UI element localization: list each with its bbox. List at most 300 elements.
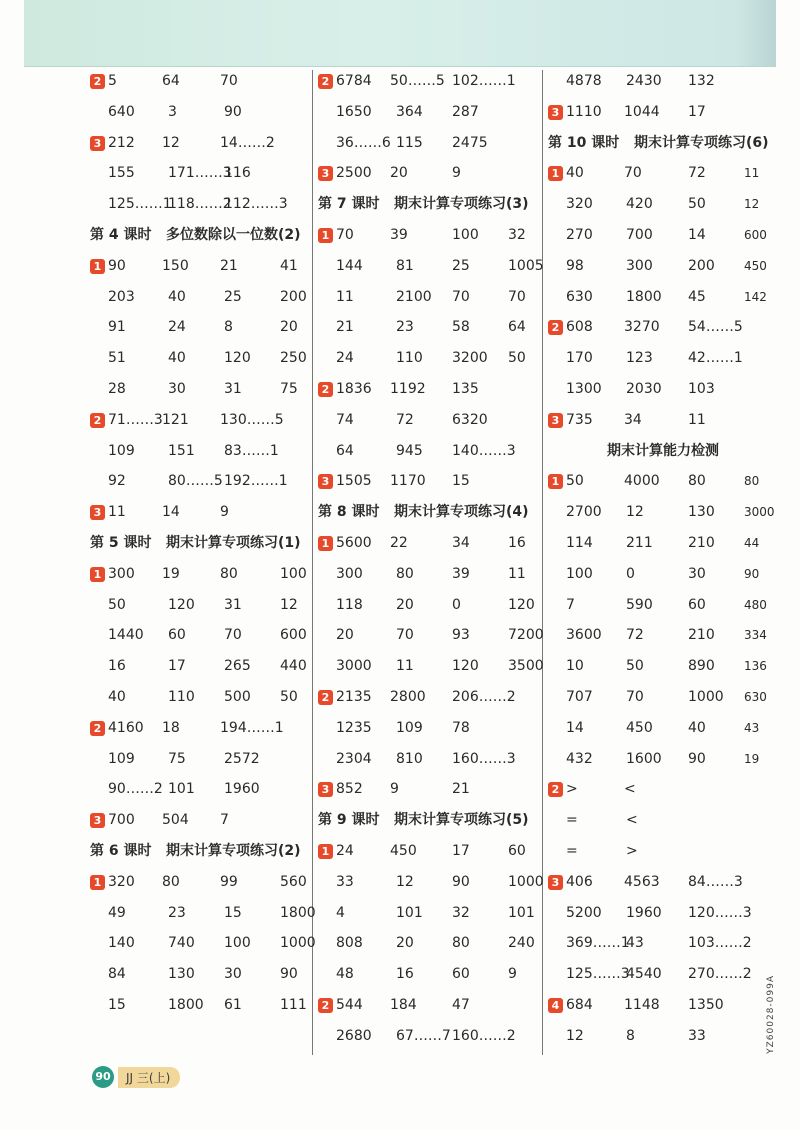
answer-value: 1836 <box>336 380 372 397</box>
answer-value: 300 <box>626 257 653 274</box>
answer-value: 608 <box>566 319 593 336</box>
answer-value: 70 <box>220 73 238 89</box>
answer-value: 200 <box>280 288 307 305</box>
question-number-badge: 1 <box>90 875 105 890</box>
answer-value: 135 <box>452 380 479 397</box>
answer-value: 102……1 <box>452 73 516 89</box>
answer-value: 5600 <box>336 534 372 551</box>
answer-value: 364 <box>396 103 423 120</box>
answer-value: 130 <box>688 504 715 521</box>
question-number-badge: 1 <box>318 536 333 551</box>
answer-value: 440 <box>280 658 307 675</box>
answer-value: 3 <box>168 103 177 120</box>
answer-row <box>90 898 320 929</box>
question-number-badge: 4 <box>548 998 563 1013</box>
answer-row <box>318 343 548 374</box>
answer-row <box>548 189 778 220</box>
answer-value: 7200 <box>508 627 544 644</box>
answer-value: 23 <box>396 319 414 336</box>
answer-value: 90 <box>688 750 706 767</box>
answer-value: 64 <box>508 319 526 336</box>
answer-value: 39 <box>390 226 408 243</box>
lesson-title: 期末计算专项练习(3) <box>394 196 529 213</box>
answer-value: 1000 <box>688 688 724 705</box>
answer-value: 12 <box>626 504 644 521</box>
answer-row <box>318 590 548 621</box>
answer-row <box>548 959 778 990</box>
answer-value: 11 <box>508 565 526 582</box>
answer-value: 140……3 <box>452 442 516 459</box>
question-number-badge: 2 <box>318 74 333 89</box>
answer-value: 10 <box>566 658 584 675</box>
answer-value: 100 <box>452 226 479 243</box>
answer-value: 9 <box>508 966 517 983</box>
answer-value: 151 <box>168 442 195 459</box>
answer-value: 9 <box>452 165 461 182</box>
answer-value: 735 <box>566 411 593 428</box>
answer-value: 64 <box>162 73 180 89</box>
answer-value: < <box>624 781 636 798</box>
answer-value: 504 <box>162 812 189 829</box>
lesson-title: 期末计算专项练习(6) <box>634 134 769 151</box>
answer-row <box>90 282 320 313</box>
answer-value: 51 <box>108 350 126 367</box>
answer-value: 450 <box>744 258 767 273</box>
answer-value: 240 <box>508 935 535 952</box>
answer-value: 42……1 <box>688 350 743 367</box>
answer-value: 101 <box>396 904 423 921</box>
answer-value: 21 <box>336 319 354 336</box>
answer-value: 90……2 <box>108 781 163 798</box>
answer-value: 810 <box>396 750 423 767</box>
answer-row <box>548 774 778 805</box>
answer-value: 80 <box>220 565 238 582</box>
answer-value: 109 <box>108 442 135 459</box>
answer-value: 116 <box>224 165 251 182</box>
answer-value: 270 <box>566 226 593 243</box>
answer-value: 700 <box>626 226 653 243</box>
answer-value: 20 <box>390 165 408 182</box>
answer-value: 15 <box>108 996 126 1013</box>
answer-value: 118 <box>336 596 363 613</box>
answer-value: 110 <box>396 350 423 367</box>
question-number-badge: 3 <box>90 813 105 828</box>
answer-value: 91 <box>108 319 126 336</box>
answer-row <box>318 158 548 189</box>
answer-value: 17 <box>688 103 706 120</box>
answer-value: 22 <box>390 534 408 551</box>
answer-value: 210 <box>688 534 715 551</box>
answer-row <box>318 528 548 559</box>
answer-value: 67……7 <box>396 1027 451 1044</box>
answer-value: 101 <box>168 781 195 798</box>
answer-value: 54……5 <box>688 319 743 336</box>
answer-value: 120 <box>452 658 479 675</box>
question-number-badge: 3 <box>318 782 333 797</box>
answer-value: 33 <box>336 873 354 890</box>
answer-row <box>318 312 548 343</box>
answer-row <box>548 343 778 374</box>
answer-row <box>318 97 548 128</box>
answer-value: 58 <box>452 319 470 336</box>
answer-value: 334 <box>744 628 767 643</box>
answer-value: 90 <box>224 103 242 120</box>
answer-value: 99 <box>220 873 238 890</box>
answer-value: 103……2 <box>688 935 752 952</box>
answer-value: 1300 <box>566 380 602 397</box>
answer-value: 60 <box>452 966 470 983</box>
page-number-badge: 90 <box>92 1066 114 1088</box>
answer-value: 64 <box>336 442 354 459</box>
answer-row <box>90 436 320 467</box>
answer-row <box>90 466 320 497</box>
answer-row <box>318 805 548 836</box>
answer-row <box>318 836 548 867</box>
answer-value: 43 <box>626 935 644 952</box>
answer-row <box>318 928 548 959</box>
answer-value: 9 <box>220 504 229 521</box>
answer-row <box>548 620 778 651</box>
answer-row <box>90 867 320 898</box>
answer-value: 8 <box>224 319 233 336</box>
answer-value: 83……1 <box>224 442 279 459</box>
question-number-badge: 3 <box>90 505 105 520</box>
answer-value: 36……6 <box>336 134 391 151</box>
answer-value: 21 <box>220 257 238 274</box>
answer-row <box>548 805 778 836</box>
answer-value: 60 <box>508 842 526 859</box>
answer-value: 12 <box>280 596 298 613</box>
answer-row <box>90 959 320 990</box>
answer-value: 19 <box>744 751 760 766</box>
answer-row <box>318 66 548 97</box>
answer-value: 11 <box>336 288 354 305</box>
answer-value: 210 <box>688 627 715 644</box>
answer-value: 270……2 <box>688 966 752 983</box>
answer-value: 125……3 <box>566 966 630 983</box>
answer-value: 544 <box>336 996 363 1013</box>
answer-value: 9 <box>390 781 399 798</box>
answer-value: 80 <box>452 935 470 952</box>
answer-value: 78 <box>452 719 470 736</box>
lesson-title: 期末计算专项练习(2) <box>166 842 301 859</box>
answer-column-2 <box>318 66 548 1052</box>
question-number-badge: 1 <box>90 567 105 582</box>
answer-value: 0 <box>626 565 635 582</box>
answer-row <box>318 436 548 467</box>
answer-row <box>90 189 320 220</box>
answer-value: 47 <box>452 996 470 1013</box>
answer-value: 2135 <box>336 688 372 705</box>
answer-value: 1192 <box>390 380 426 397</box>
answer-value: 16 <box>508 534 526 551</box>
answer-value: 72 <box>688 165 706 182</box>
answer-value: 14 <box>162 504 180 521</box>
answer-value: 98 <box>566 257 584 274</box>
answer-row <box>548 590 778 621</box>
answer-value: 250 <box>280 350 307 367</box>
answer-value: 11 <box>108 504 126 521</box>
answer-value: 700 <box>108 812 135 829</box>
answer-value: 130 <box>168 966 195 983</box>
answer-value: 93 <box>452 627 470 644</box>
answer-value: 75 <box>280 380 298 397</box>
answer-value: 60 <box>168 627 186 644</box>
answer-value: 132 <box>688 73 715 89</box>
answer-value: 4000 <box>624 473 660 490</box>
answer-value: 194……1 <box>220 719 284 736</box>
answer-row <box>548 466 778 497</box>
answer-value: 72 <box>626 627 644 644</box>
answer-row <box>318 220 548 251</box>
question-number-badge: 1 <box>318 228 333 243</box>
answer-row <box>548 559 778 590</box>
lesson-title: 期末计算专项练习(5) <box>394 812 529 829</box>
answer-row <box>90 928 320 959</box>
answer-value: 707 <box>566 688 593 705</box>
answer-row <box>548 97 778 128</box>
answer-value: 2680 <box>336 1027 372 1044</box>
answer-value: 31 <box>224 596 242 613</box>
answer-row <box>90 312 320 343</box>
answer-row <box>90 66 320 97</box>
lesson-title: 期末计算专项练习(1) <box>166 534 301 551</box>
answer-row <box>318 282 548 313</box>
answer-row <box>90 651 320 682</box>
answer-row <box>90 97 320 128</box>
answer-row <box>90 559 320 590</box>
answer-value: 1350 <box>688 996 724 1013</box>
answer-row <box>548 158 778 189</box>
answer-row <box>90 251 320 282</box>
answer-value: 81 <box>396 257 414 274</box>
section-title: 期末计算能力检测 <box>607 442 719 459</box>
answer-value: 192……1 <box>224 473 288 490</box>
header-band <box>24 0 776 67</box>
answer-value: 6320 <box>452 411 488 428</box>
answer-value: 7 <box>220 812 229 829</box>
answer-row <box>318 651 548 682</box>
answer-row <box>90 744 320 775</box>
answer-row <box>318 189 548 220</box>
answer-row <box>548 744 778 775</box>
answer-row <box>548 251 778 282</box>
answer-row <box>318 990 548 1021</box>
answer-value: 4160 <box>108 719 144 736</box>
answer-value: 71……3 <box>108 411 163 428</box>
answer-value: 50 <box>626 658 644 675</box>
answer-value: 1800 <box>626 288 662 305</box>
answer-row <box>548 66 778 97</box>
answer-row <box>318 559 548 590</box>
answer-value: 320 <box>566 196 593 213</box>
answer-row <box>90 620 320 651</box>
answer-value: 142 <box>744 289 767 304</box>
answer-value: 70 <box>624 165 642 182</box>
answer-value: 406 <box>566 873 593 890</box>
answer-value: 14 <box>688 226 706 243</box>
answer-value: 21 <box>452 781 470 798</box>
answer-value: 2800 <box>390 688 426 705</box>
answer-value: 17 <box>168 658 186 675</box>
answer-value: 4878 <box>566 73 602 89</box>
lesson-label: 第 4 课时 <box>90 226 152 243</box>
answer-value: 1600 <box>626 750 662 767</box>
question-number-badge: 3 <box>548 413 563 428</box>
answer-row <box>318 497 548 528</box>
answer-value: 852 <box>336 781 363 798</box>
answer-row <box>548 528 778 559</box>
answer-value: 39 <box>452 565 470 582</box>
answer-row <box>548 128 778 159</box>
answer-value: > <box>566 781 578 798</box>
question-number-badge: 3 <box>548 105 563 120</box>
answer-row <box>548 867 778 898</box>
answer-value: 1148 <box>624 996 660 1013</box>
answer-value: 630 <box>566 288 593 305</box>
answer-value: 120……3 <box>688 904 752 921</box>
answer-value: 103 <box>688 380 715 397</box>
answer-row <box>548 928 778 959</box>
answer-value: 100 <box>280 565 307 582</box>
answer-row <box>318 898 548 929</box>
answer-row <box>90 343 320 374</box>
answer-row <box>318 959 548 990</box>
lesson-label: 第 7 课时 <box>318 196 380 213</box>
answer-value: 61 <box>224 996 242 1013</box>
answer-row <box>90 528 320 559</box>
answer-value: < <box>626 812 638 829</box>
answer-value: 34 <box>452 534 470 551</box>
answer-value: 740 <box>168 935 195 952</box>
answer-row <box>318 374 548 405</box>
answer-value: 70 <box>396 627 414 644</box>
answer-value: 70 <box>336 226 354 243</box>
answer-value: 50 <box>108 596 126 613</box>
lesson-label: 第 5 课时 <box>90 534 152 551</box>
answer-value: 15 <box>452 473 470 490</box>
answer-value: 320 <box>108 873 135 890</box>
answer-value: 115 <box>396 134 423 151</box>
answer-row <box>548 282 778 313</box>
answer-row <box>548 1021 778 1052</box>
answer-value: 14……2 <box>220 134 275 151</box>
answer-row <box>318 405 548 436</box>
answer-row <box>90 220 320 251</box>
answer-value: 600 <box>744 227 767 242</box>
answer-value: 70 <box>508 288 526 305</box>
answer-value: 32 <box>452 904 470 921</box>
answer-value: 12 <box>396 873 414 890</box>
answer-value: 90 <box>452 873 470 890</box>
answer-value: 1650 <box>336 103 372 120</box>
answer-value: 3270 <box>624 319 660 336</box>
question-number-badge: 1 <box>318 844 333 859</box>
answer-value: 136 <box>744 659 767 674</box>
answer-value: 11 <box>688 411 706 428</box>
answer-value: > <box>626 842 638 859</box>
answer-value: 60 <box>688 596 706 613</box>
answer-value: 101 <box>508 904 535 921</box>
question-number-badge: 1 <box>548 166 563 181</box>
answer-row <box>318 682 548 713</box>
answer-value: 300 <box>336 565 363 582</box>
answer-value: 0 <box>452 596 461 613</box>
answer-value: 20 <box>396 935 414 952</box>
lesson-label: 第 10 课时 <box>548 134 620 151</box>
answer-row <box>90 158 320 189</box>
answer-value: 3600 <box>566 627 602 644</box>
answer-row <box>318 1021 548 1052</box>
answer-value: 7 <box>566 596 575 613</box>
answer-value: 80 <box>162 873 180 890</box>
question-number-badge: 2 <box>90 74 105 89</box>
answer-value: 40 <box>168 350 186 367</box>
answer-value: 590 <box>626 596 653 613</box>
answer-value: 125……1 <box>108 196 172 213</box>
answer-value: 40 <box>566 165 584 182</box>
answer-value: 109 <box>396 719 423 736</box>
answer-value: 34 <box>624 411 642 428</box>
answer-value: 40 <box>108 688 126 705</box>
answer-value: 100 <box>566 565 593 582</box>
answer-value: 123 <box>626 350 653 367</box>
answer-value: 109 <box>108 750 135 767</box>
answer-value: 170 <box>566 350 593 367</box>
answer-value: 48 <box>336 966 354 983</box>
answer-value: 432 <box>566 750 593 767</box>
answer-value: 50 <box>280 688 298 705</box>
answer-value: 20 <box>396 596 414 613</box>
answer-value: 12 <box>566 1027 584 1044</box>
answer-value: 90 <box>744 566 760 581</box>
answer-value: 2030 <box>626 380 662 397</box>
answer-value: 203 <box>108 288 135 305</box>
answer-value: 70 <box>626 688 644 705</box>
answer-value: 24 <box>336 842 354 859</box>
answer-value: 684 <box>566 996 593 1013</box>
answer-row <box>548 682 778 713</box>
answer-value: 1960 <box>626 904 662 921</box>
answer-value: 50……5 <box>390 73 445 89</box>
answer-value: 75 <box>168 750 186 767</box>
answer-value: 4563 <box>624 873 660 890</box>
answer-value: 41 <box>280 257 298 274</box>
answer-value: 114 <box>566 534 593 551</box>
answer-value: 300 <box>108 565 135 582</box>
question-number-badge: 3 <box>318 474 333 489</box>
question-number-badge: 2 <box>548 320 563 335</box>
answer-value: 144 <box>336 257 363 274</box>
answer-row <box>318 466 548 497</box>
answer-value: 1044 <box>624 103 660 120</box>
answer-value: 14 <box>566 719 584 736</box>
answer-row <box>90 990 320 1021</box>
answer-value: 100 <box>224 935 251 952</box>
answer-row <box>318 128 548 159</box>
answer-value: 2475 <box>452 134 488 151</box>
answer-value: 2430 <box>626 73 662 89</box>
answer-value: 3500 <box>508 658 544 675</box>
question-number-badge: 3 <box>90 136 105 151</box>
answer-value: 1960 <box>224 781 260 798</box>
question-number-badge: 3 <box>548 875 563 890</box>
answer-row <box>318 620 548 651</box>
question-number-badge: 3 <box>318 166 333 181</box>
question-number-badge: 2 <box>548 782 563 797</box>
lesson-label: 第 8 课时 <box>318 504 380 521</box>
header-band-shade <box>736 0 776 66</box>
